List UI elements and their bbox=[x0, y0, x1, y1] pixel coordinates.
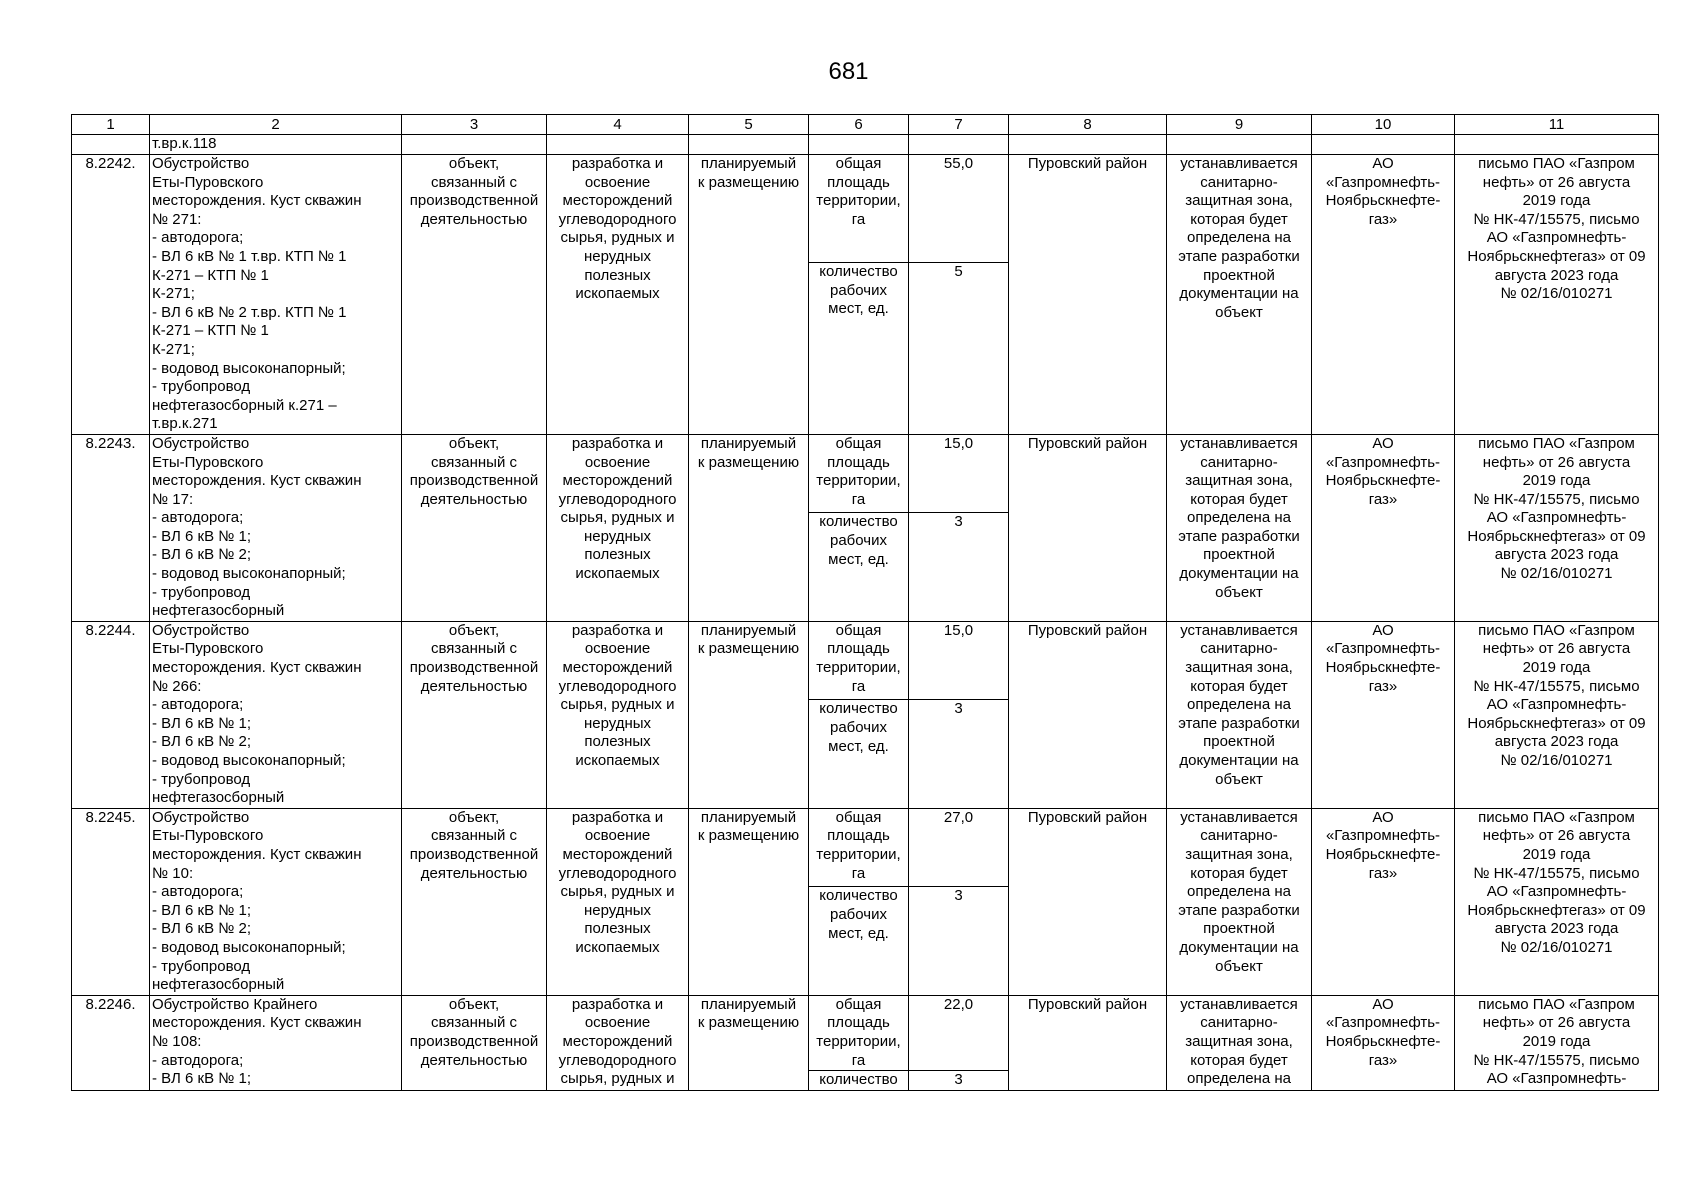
cell-purpose: разработка и освоение месторождений углеводородного сырья, рудных и нерудных полезных ископаемых bbox=[547, 434, 689, 621]
cell-object: Обустройство Еты-Пуровского месторождения. Куст скважин № 271: - автодорога; - ВЛ 6 кВ № 1 т.вр. КТП № 1 К-271 – КТП № 1 К-271; - ВЛ 6 кВ № 2 т.вр. КТП № 1 К-271 – КТП № 1 К-271; - водовод высоконапорный; - трубопровод нефтегазосборный к.271 – т.вр.к.271 bbox=[150, 155, 402, 435]
cell-value-workers: 5 bbox=[909, 262, 1009, 434]
table-row bbox=[72, 155, 1659, 263]
cell-location: Пуровский район bbox=[1009, 621, 1167, 808]
cell-location: Пуровский район bbox=[1009, 995, 1167, 1090]
cell-type: объект, связанный с производственной деятельностью bbox=[402, 808, 547, 995]
cell-basis: письмо ПАО «Газпром нефть» от 26 августа 2019 года № НК-47/15575, письмо АО «Газпромнефть- bbox=[1455, 995, 1659, 1090]
cell-type: объект, связанный с производственной деятельностью bbox=[402, 434, 547, 621]
cell-value-workers: 3 bbox=[909, 887, 1009, 995]
cell-value-area: 27,0 bbox=[909, 808, 1009, 887]
cell-owner: АО «Газпромнефть- Ноябрьскнефте- газ» bbox=[1312, 155, 1455, 435]
cell-param-workers: количество рабочих мест, ед. bbox=[809, 513, 909, 621]
cell-owner: АО «Газпромнефть- Ноябрьскнефте- газ» bbox=[1312, 995, 1455, 1090]
cell-value-area: 15,0 bbox=[909, 434, 1009, 513]
cell-param-area: общая площадь территории, га bbox=[809, 155, 909, 263]
cell-param-workers: количество рабочих мест, ед. bbox=[809, 887, 909, 995]
cell-value-workers: 3 bbox=[909, 700, 1009, 808]
cell-zone: устанавливается санитарно- защитная зона, которая будет определена на этапе разработки проектной документации на объект bbox=[1167, 434, 1312, 621]
cell-owner: АО «Газпромнефть- Ноябрьскнефте- газ» bbox=[1312, 808, 1455, 995]
cell-id: 8.2244. bbox=[72, 621, 150, 808]
cell-type: объект, связанный с производственной деятельностью bbox=[402, 995, 547, 1090]
cell-value-workers: 3 bbox=[909, 1071, 1009, 1091]
cell-owner: АО «Газпромнефть- Ноябрьскнефте- газ» bbox=[1312, 621, 1455, 808]
objects-table bbox=[71, 114, 1659, 1091]
cell-param-area: общая площадь территории, га bbox=[809, 808, 909, 887]
cell-basis: письмо ПАО «Газпром нефть» от 26 августа 2019 года № НК-47/15575, письмо АО «Газпромнефть- Ноябрьскнефтегаз» от 09 августа 2023 года № 02/16/010271 bbox=[1455, 155, 1659, 435]
cell-object: Обустройство Еты-Пуровского месторождения. Куст скважин № 17: - автодорога; - ВЛ 6 кВ № 1; - ВЛ 6 кВ № 2; - водовод высоконапорный; - трубопровод нефтегазосборный bbox=[150, 434, 402, 621]
cell-zone: устанавливается санитарно- защитная зона, которая будет определена на bbox=[1167, 995, 1312, 1090]
cell-zone: устанавливается санитарно- защитная зона, которая будет определена на этапе разработки проектной документации на объект bbox=[1167, 155, 1312, 435]
cell-value-area: 15,0 bbox=[909, 621, 1009, 700]
cell-param-area: общая площадь территории, га bbox=[809, 621, 909, 700]
column-header: 8 bbox=[1009, 115, 1167, 135]
cell-type: объект, связанный с производственной деятельностью bbox=[402, 155, 547, 435]
cell-status: планируемый к размещению bbox=[689, 808, 809, 995]
cell-location: Пуровский район bbox=[1009, 434, 1167, 621]
column-header: 5 bbox=[689, 115, 809, 135]
cell-object: т.вр.к.118 bbox=[150, 135, 402, 155]
table-row bbox=[72, 995, 1659, 1070]
cell-type: объект, связанный с производственной деятельностью bbox=[402, 621, 547, 808]
column-header: 3 bbox=[402, 115, 547, 135]
column-header: 4 bbox=[547, 115, 689, 135]
cell-id: 8.2245. bbox=[72, 808, 150, 995]
cell-basis: письмо ПАО «Газпром нефть» от 26 августа 2019 года № НК-47/15575, письмо АО «Газпромнефть- Ноябрьскнефтегаз» от 09 августа 2023 года № 02/16/010271 bbox=[1455, 621, 1659, 808]
cell-status: планируемый к размещению bbox=[689, 434, 809, 621]
cell-zone: устанавливается санитарно- защитная зона, которая будет определена на этапе разработки проектной документации на объект bbox=[1167, 808, 1312, 995]
continuation-row bbox=[72, 135, 1659, 155]
cell-zone: устанавливается санитарно- защитная зона, которая будет определена на этапе разработки проектной документации на объект bbox=[1167, 621, 1312, 808]
cell-basis: письмо ПАО «Газпром нефть» от 26 августа 2019 года № НК-47/15575, письмо АО «Газпромнефть- Ноябрьскнефтегаз» от 09 августа 2023 года № 02/16/010271 bbox=[1455, 434, 1659, 621]
table-row bbox=[72, 434, 1659, 513]
cell-object: Обустройство Еты-Пуровского месторождения. Куст скважин № 266: - автодорога; - ВЛ 6 кВ № 1; - ВЛ 6 кВ № 2; - водовод высоконапорный; - трубопровод нефтегазосборный bbox=[150, 621, 402, 808]
header-row bbox=[72, 115, 1659, 135]
cell-status: планируемый к размещению bbox=[689, 621, 809, 808]
column-header: 1 bbox=[72, 115, 150, 135]
table-row bbox=[72, 808, 1659, 887]
page-number: 681 bbox=[828, 58, 869, 85]
cell-param-area: общая площадь территории, га bbox=[809, 434, 909, 513]
cell-value-workers: 3 bbox=[909, 513, 1009, 621]
cell-owner: АО «Газпромнефть- Ноябрьскнефте- газ» bbox=[1312, 434, 1455, 621]
cell-purpose: разработка и освоение месторождений углеводородного сырья, рудных и нерудных полезных ископаемых bbox=[547, 621, 689, 808]
table-body bbox=[72, 115, 1659, 1091]
cell-purpose: разработка и освоение месторождений углеводородного сырья, рудных и bbox=[547, 995, 689, 1090]
cell-object: Обустройство Еты-Пуровского месторождения. Куст скважин № 10: - автодорога; - ВЛ 6 кВ № 1; - ВЛ 6 кВ № 2; - водовод высоконапорный; - трубопровод нефтегазосборный bbox=[150, 808, 402, 995]
column-header: 10 bbox=[1312, 115, 1455, 135]
cell-param-area: общая площадь территории, га bbox=[809, 995, 909, 1070]
column-header: 7 bbox=[909, 115, 1009, 135]
column-header: 6 bbox=[809, 115, 909, 135]
cell-basis: письмо ПАО «Газпром нефть» от 26 августа 2019 года № НК-47/15575, письмо АО «Газпромнефть- Ноябрьскнефтегаз» от 09 августа 2023 года № 02/16/010271 bbox=[1455, 808, 1659, 995]
cell-location: Пуровский район bbox=[1009, 808, 1167, 995]
cell-id bbox=[72, 135, 150, 155]
column-header: 2 bbox=[150, 115, 402, 135]
cell-param-workers: количество bbox=[809, 1071, 909, 1091]
cell-status: планируемый к размещению bbox=[689, 995, 809, 1090]
cell-id: 8.2242. bbox=[72, 155, 150, 435]
cell-object: Обустройство Крайнего месторождения. Куст скважин № 108: - автодорога; - ВЛ 6 кВ № 1; bbox=[150, 995, 402, 1090]
cell-param-workers: количество рабочих мест, ед. bbox=[809, 262, 909, 434]
table-row bbox=[72, 621, 1659, 700]
cell-purpose: разработка и освоение месторождений углеводородного сырья, рудных и нерудных полезных ископаемых bbox=[547, 155, 689, 435]
cell-id: 8.2246. bbox=[72, 995, 150, 1090]
column-header: 9 bbox=[1167, 115, 1312, 135]
cell-param-workers: количество рабочих мест, ед. bbox=[809, 700, 909, 808]
cell-id: 8.2243. bbox=[72, 434, 150, 621]
cell-purpose: разработка и освоение месторождений углеводородного сырья, рудных и нерудных полезных ископаемых bbox=[547, 808, 689, 995]
cell-location: Пуровский район bbox=[1009, 155, 1167, 435]
cell-value-area: 22,0 bbox=[909, 995, 1009, 1070]
column-header: 11 bbox=[1455, 115, 1659, 135]
cell-value-area: 55,0 bbox=[909, 155, 1009, 263]
cell-status: планируемый к размещению bbox=[689, 155, 809, 435]
